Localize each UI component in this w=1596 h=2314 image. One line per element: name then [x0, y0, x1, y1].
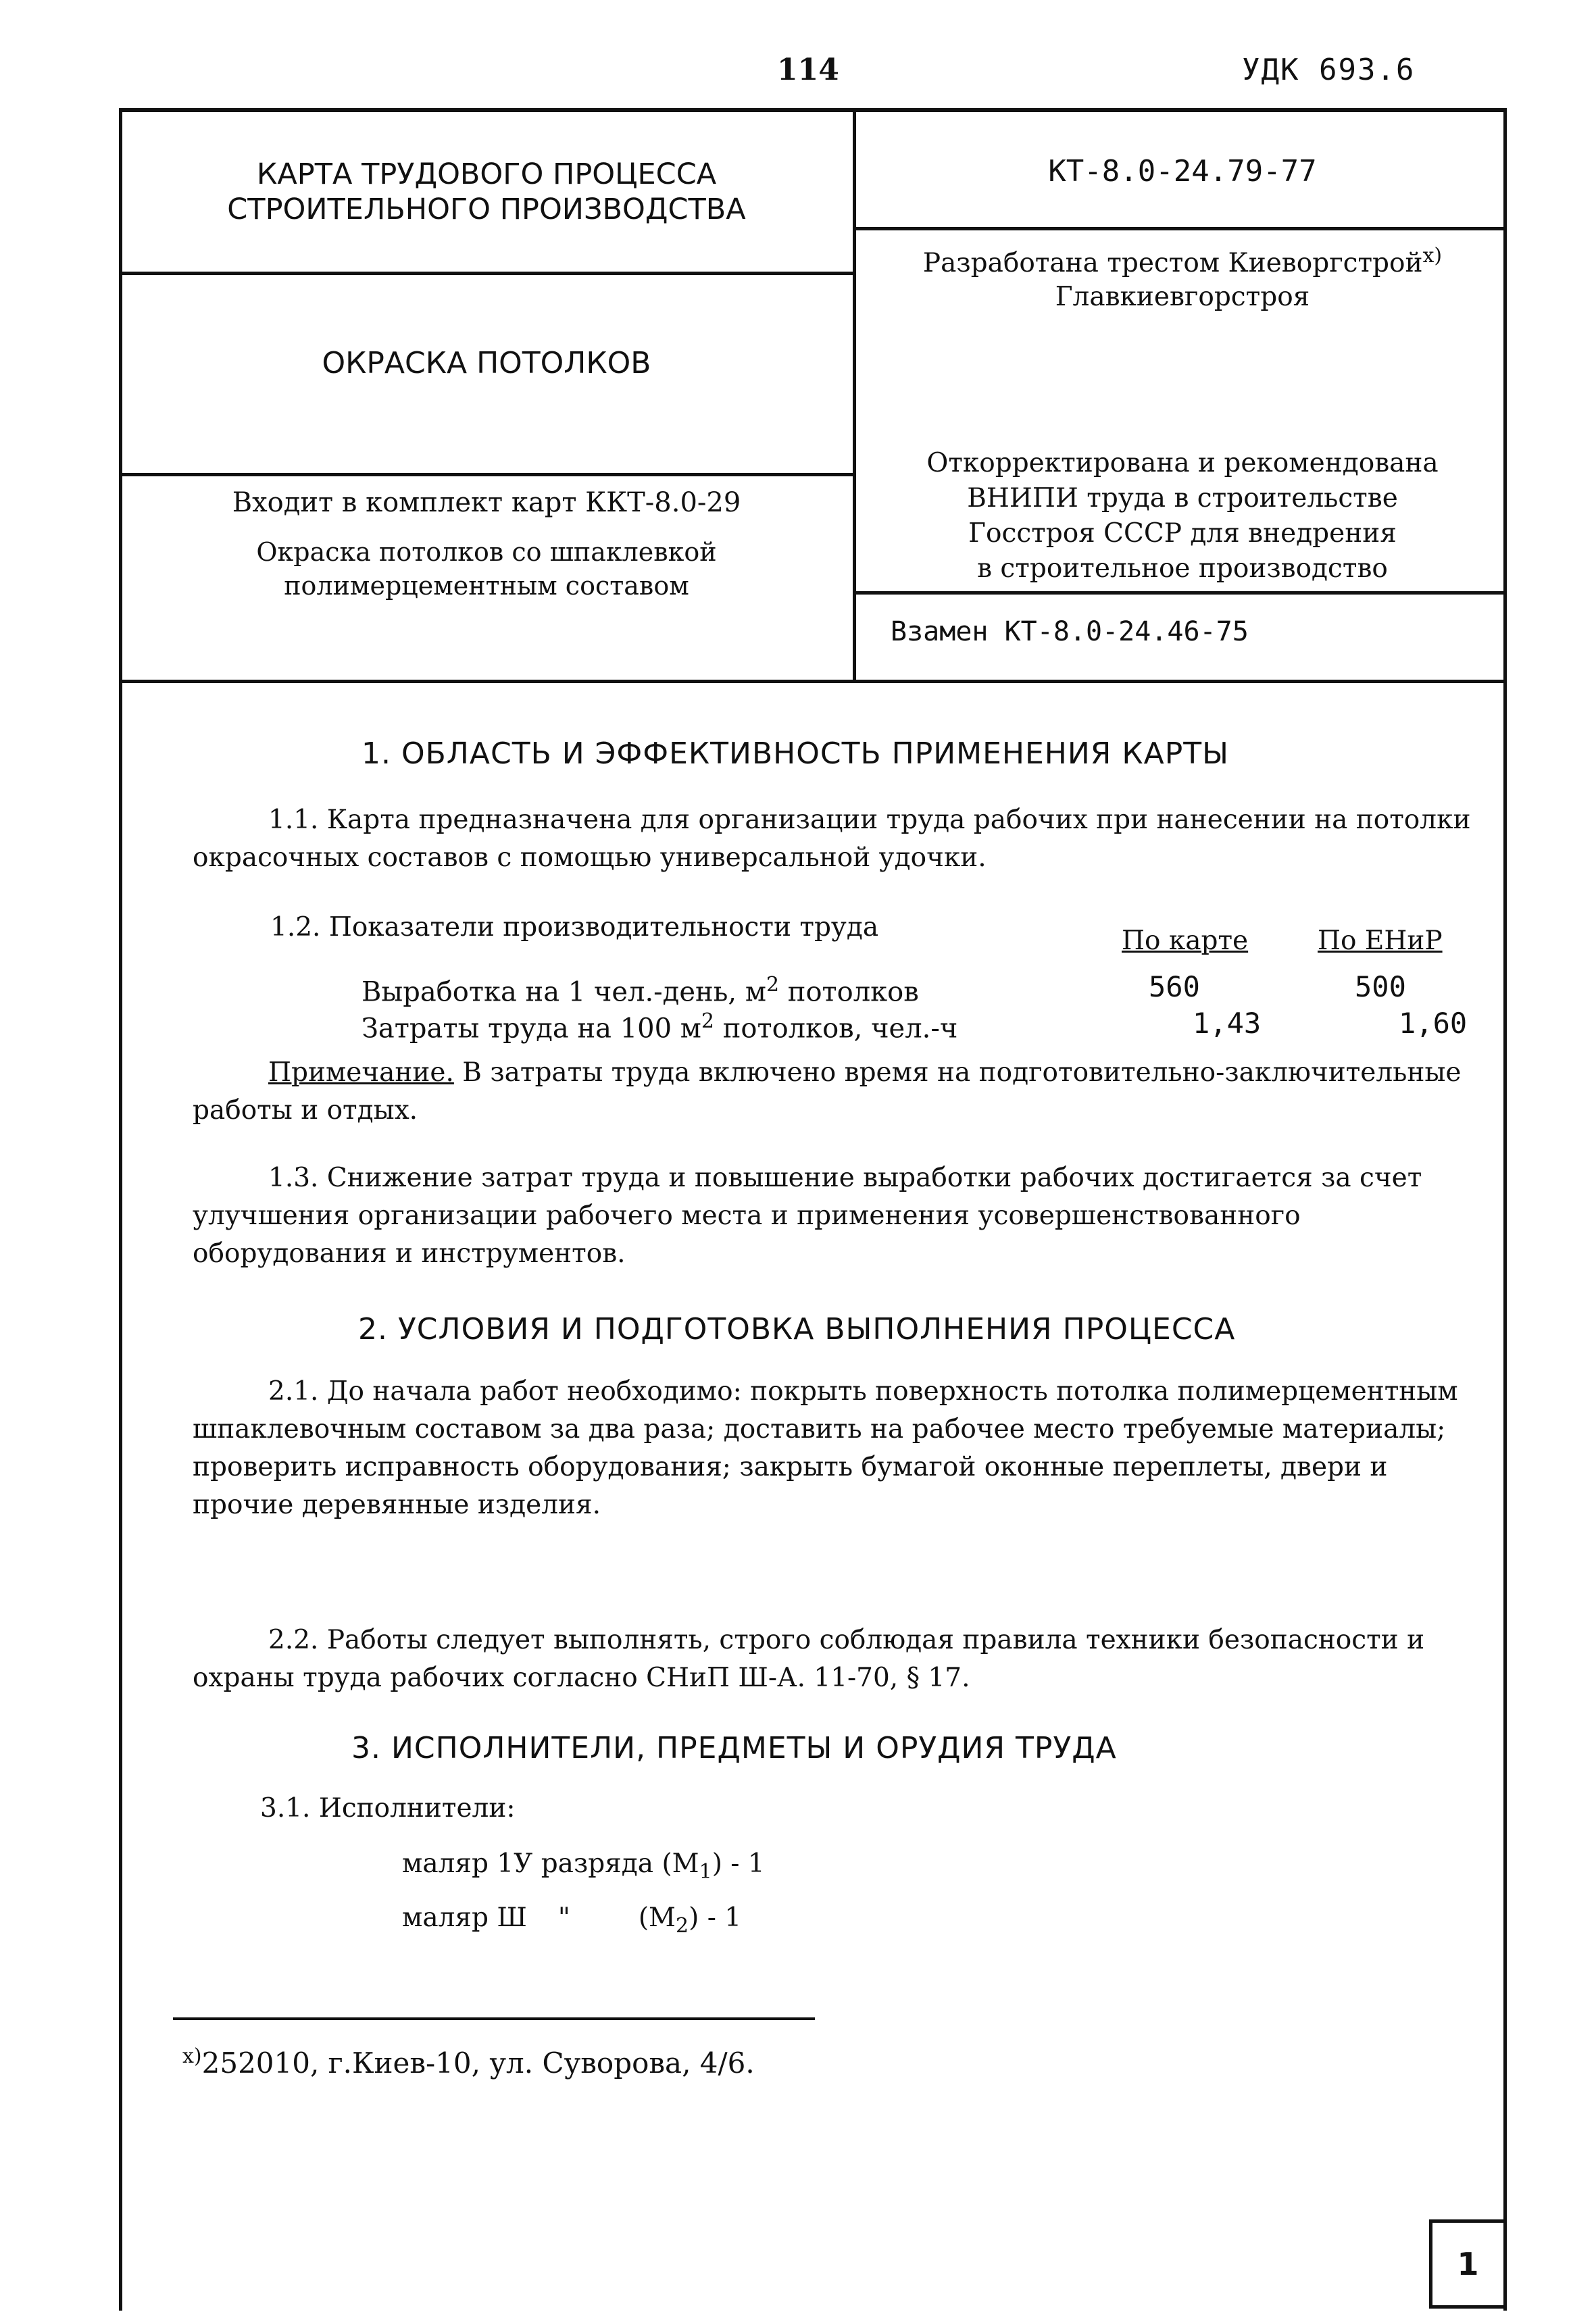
paragraph-2-2: 2.2. Работы следует выполнять, строго соблюдая правила техники безопасности и охраны труда рабочих согласно СНиП Ш-А. 11-70, § 17.	[193, 1625, 1425, 1693]
title-block-rule	[119, 272, 855, 275]
work-name: ОКРАСКА ПОТОЛКОВ	[322, 346, 651, 380]
paragraph-1-1: 1.1. Карта предназначена для организации труда рабочих при нанесении на потолки окрасочных составов с помощью универсальной удочки.	[193, 805, 1471, 873]
worker-1: маляр 1У разряда $(М_1) - 1$	[402, 1848, 765, 1884]
row-output-enir-value: 500	[1355, 970, 1406, 1003]
footnote: $^{x)}$252010, г.Киев-10, ул. Суворова, 4/6.	[182, 2044, 755, 2080]
title-block-bottom-rule	[119, 680, 1507, 683]
developed-by: Разработана трестом Киеворгстрой$^{x)}$ Главкиевгорстроя	[922, 244, 1443, 312]
set-description: Окраска потолков со шпаклевкой полимерцементным составом	[256, 537, 717, 601]
paragraph-2-1: 2.1. До начала работ необходимо: покрыть поверхность потолка полимерцементным шпаклевочным составом за два раза; доставить на рабочее место требуемые материалы; проверить исправность оборудования; закрыть бумагой оконные переплеты, двери и прочие деревянные изделия.	[193, 1376, 1458, 1520]
sheet-number: 1	[1429, 2219, 1507, 2309]
section-2-title: 2. УСЛОВИЯ И ПОДГОТОВКА ВЫПОЛНЕНИЯ ПРОЦЕССА	[358, 1312, 1236, 1347]
paragraph-3-1: 3.1. Исполнители:	[260, 1793, 516, 1823]
title-block-rule	[853, 227, 1507, 230]
section-3-title: 3. ИСПОЛНИТЕЛИ, ПРЕДМЕТЫ И ОРУДИЯ ТРУДА	[351, 1731, 1117, 1765]
row-cost-label: Затраты труда на 100 $м^2$ потолков, чел.-ч	[361, 1009, 958, 1045]
card-code: КТ-8.0-24.79-77	[1048, 154, 1317, 188]
page-number: 114	[777, 53, 839, 87]
column-header-enir: По ЕНиР	[1318, 926, 1443, 956]
column-header-card: По карте	[1122, 926, 1249, 956]
udk-code: УДК 693.6	[1242, 53, 1416, 87]
row-cost-enir-value: 1,60	[1399, 1007, 1468, 1040]
footnote-mark: x)	[182, 2044, 202, 2068]
section-1-title: 1. ОБЛАСТЬ И ЭФФЕКТИВНОСТЬ ПРИМЕНЕНИЯ КАРТЫ	[361, 736, 1229, 771]
set-line: Входит в комплект карт ККТ-8.0-29	[232, 487, 741, 518]
corrected-by: Откорректирована и рекомендована ВНИПИ труда в строительстве Госстроя СССР для внедрения в строительное производство	[926, 448, 1439, 584]
row-output-label: Выработка на 1 чел.-день, $м^2$ потолков	[361, 973, 919, 1008]
replaces-card: Взамен КТ-8.0-24.46-75	[891, 616, 1249, 647]
title-block-divider	[853, 108, 856, 682]
paragraph-1-2: 1.2. Показатели производительности труда	[270, 912, 879, 942]
worker-2: маляр Ш " $(М_2) - 1$	[402, 1903, 742, 1938]
card-type-title: КАРТА ТРУДОВОГО ПРОЦЕССА СТРОИТЕЛЬНОГО ПРОИЗВОДСТВА	[227, 157, 746, 226]
footnote-rule	[173, 2017, 815, 2020]
paragraph-1-3: 1.3. Снижение затрат труда и повышение выработки рабочих достигается за счет улучшения организации рабочего места и применения усовершенствованного оборудования и инструментов.	[193, 1163, 1422, 1269]
note: Примечание. В затраты труда включено время на подготовительно-заключительные работы и отдых.	[193, 1057, 1462, 1126]
row-output-card-value: 560	[1149, 970, 1200, 1003]
row-cost-card-value: 1,43	[1193, 1007, 1262, 1040]
title-block-rule	[853, 591, 1507, 595]
footnote-mark: x)	[1422, 244, 1443, 268]
title-block-rule	[119, 473, 855, 476]
